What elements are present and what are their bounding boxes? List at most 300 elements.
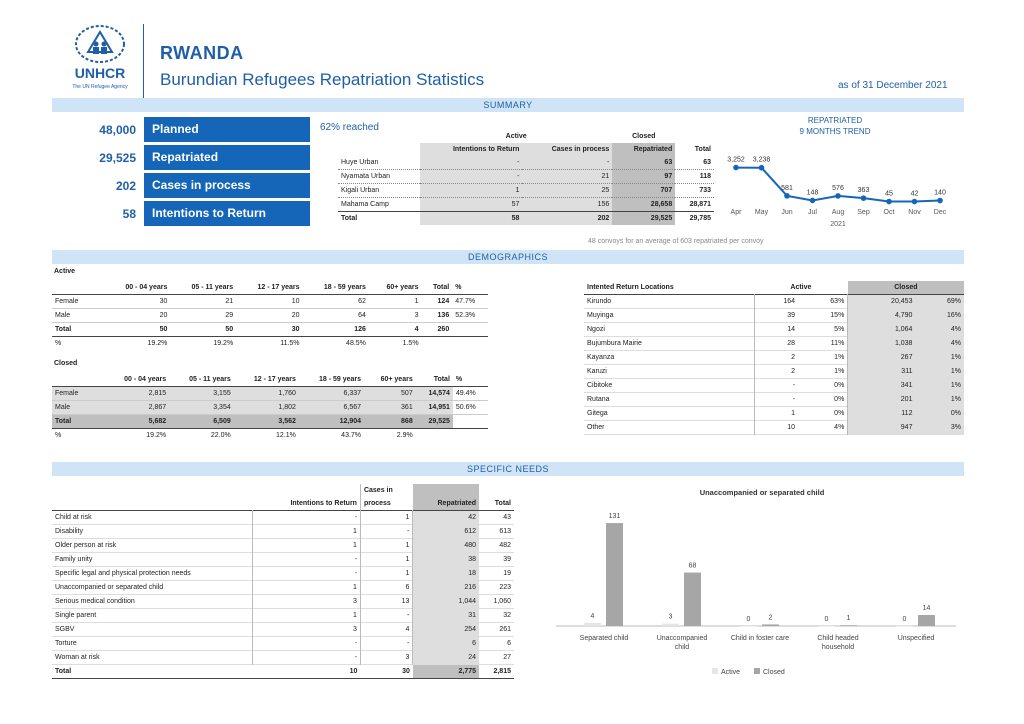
table-row <box>584 351 964 365</box>
cell: 201 <box>848 393 916 407</box>
unhcr-logo <box>60 22 140 92</box>
bar-active <box>662 624 679 626</box>
reached-percentage: 62% reached <box>320 122 379 133</box>
cell: - <box>252 651 360 665</box>
cell: 1 <box>360 567 412 581</box>
cell: 6 <box>507 640 511 647</box>
trend-x-tick: Nov <box>908 209 921 216</box>
col-header: Closed <box>848 281 964 295</box>
bar-value-label: 131 <box>608 513 621 521</box>
col-header: 05 - 11 years <box>191 284 234 291</box>
col-header: 12 - 17 years <box>257 284 300 291</box>
bar-category-label: child <box>674 644 690 651</box>
trend-data-label: 581 <box>781 184 793 192</box>
cell: 3 <box>252 623 360 637</box>
cell: Male <box>55 312 71 319</box>
cell: Muyinga <box>587 312 614 319</box>
cell: 223 <box>499 584 511 591</box>
cell: 126 <box>354 326 366 333</box>
bar-active <box>584 623 601 626</box>
bar-value-label: 0 <box>746 616 751 623</box>
trend-title-line1: REPATRIATED <box>807 116 863 125</box>
bar-closed <box>918 615 935 626</box>
bar-value-label: 68 <box>688 562 697 570</box>
table-group-header-row <box>338 130 714 143</box>
table-row <box>52 609 514 623</box>
trend-point <box>784 193 790 199</box>
cell: 1,760 <box>278 390 296 397</box>
trend-data-label: 45 <box>885 190 893 198</box>
cell: 64 <box>358 312 366 319</box>
cell: 29,785 <box>675 212 714 226</box>
cell: 267 <box>848 351 916 365</box>
cell: Female <box>55 298 79 305</box>
cell: 1 <box>360 553 412 567</box>
bar-value-label: 4 <box>590 612 595 620</box>
cell: Bujumbura Mairie <box>587 340 642 347</box>
cell: 1 <box>754 407 798 421</box>
kpi-planned <box>56 117 310 142</box>
trend-point <box>835 193 841 199</box>
cell: 39 <box>503 556 511 563</box>
cell <box>453 415 488 429</box>
cell: 6 <box>360 581 412 595</box>
table-header-row <box>52 373 488 387</box>
cell: Female <box>55 390 79 397</box>
cell: 29,525 <box>428 418 450 425</box>
table-total-row <box>52 665 514 679</box>
cell: 14,951 <box>428 404 450 411</box>
cell: Specific legal and physical protection needs <box>55 570 191 577</box>
cell: 124 <box>437 298 450 305</box>
cell: - <box>252 553 360 567</box>
cell: 16% <box>915 309 964 323</box>
table-row <box>338 198 714 212</box>
table-row <box>52 553 514 567</box>
cell: Ngozi <box>587 326 605 333</box>
bar-category-label: Unspecified <box>897 635 935 642</box>
cell: 18 <box>413 567 479 581</box>
table-row <box>52 511 514 525</box>
cell: 1% <box>834 354 845 361</box>
uasc-chart-title: Unaccompanied or separated child <box>699 488 825 497</box>
group-header-active: Active <box>505 133 527 140</box>
trend-data-label: 3,238 <box>752 156 771 164</box>
summary-section-header: SUMMARY <box>52 98 964 112</box>
cell: Huye Urban <box>338 156 420 170</box>
cell: 3 <box>414 312 419 319</box>
cell: - <box>360 609 412 623</box>
col-header: 60+ years <box>380 376 413 383</box>
cell: 39 <box>754 309 798 323</box>
trend-x-tick: Jul <box>808 209 817 216</box>
cell: 11.5% <box>280 340 300 347</box>
trend-x-tick: Sep <box>857 209 870 216</box>
bar-category-label: Child headed <box>817 635 859 642</box>
cell: Unaccompanied or separated child <box>55 584 164 591</box>
cell: % <box>55 432 62 439</box>
legend-label: Active <box>721 669 741 676</box>
summary-table <box>338 130 714 225</box>
cell: 10 <box>754 421 798 435</box>
cell: 3,155 <box>213 390 231 397</box>
kpi-cases-in-process <box>56 173 310 198</box>
cell: 14 <box>754 323 798 337</box>
cell: 1,802 <box>278 404 296 411</box>
table-row <box>338 156 714 170</box>
cell: 1 <box>252 525 360 539</box>
bar-value-label: 0 <box>824 616 829 623</box>
cell: 6 <box>413 637 479 651</box>
uasc-bar-chart <box>552 500 964 685</box>
cell: 3 <box>252 595 360 609</box>
cell: Child at risk <box>55 514 92 521</box>
cell: 507 <box>401 390 413 397</box>
bar-closed <box>840 625 857 626</box>
blank-cell <box>52 484 252 497</box>
specific-needs-table <box>52 484 514 679</box>
cell: 1 <box>360 511 412 525</box>
specific-needs-section-header: SPECIFIC NEEDS <box>52 462 964 476</box>
bar-value-label: 14 <box>922 605 931 612</box>
table-header-row <box>52 484 514 497</box>
col-header: 60+ years <box>386 284 419 291</box>
cell: Total <box>55 418 72 425</box>
convoys-note: 48 convoys for an average of 603 repatriated per convoy <box>588 238 764 245</box>
trend-title-line2: 9 MONTHS TREND <box>799 127 871 136</box>
trend-point <box>912 199 918 205</box>
table-row <box>52 567 514 581</box>
cell: 3 <box>360 651 412 665</box>
col-header: Total <box>694 146 711 153</box>
trend-title <box>770 115 900 137</box>
cell: 50 <box>225 326 234 333</box>
cell: - <box>252 637 360 651</box>
col-header: Repatriated <box>413 497 479 511</box>
table-row <box>52 595 514 609</box>
cell: 4% <box>915 323 964 337</box>
bar-active <box>740 626 757 627</box>
cell: 6,509 <box>213 418 231 425</box>
col-header: Active <box>790 284 812 291</box>
trend-data-label: 3,252 <box>727 156 745 164</box>
cell: 11% <box>830 340 845 347</box>
cell: 19.2% <box>146 432 167 439</box>
kpi-value: 29,525 <box>99 150 136 165</box>
cell: 1,064 <box>848 323 916 337</box>
cell: 28 <box>754 337 798 351</box>
cell: 1 <box>360 539 412 553</box>
trend-line-chart <box>722 142 962 232</box>
legend-label: Closed <box>763 669 785 676</box>
trend-x-tick: Jun <box>781 209 793 216</box>
cell: Other <box>587 424 605 431</box>
cell: 2,775 <box>413 665 479 679</box>
cell: Gitega <box>587 410 608 417</box>
cell: 2 <box>754 365 798 379</box>
kpi-value: 202 <box>115 178 136 193</box>
cell: Mahama Camp <box>338 198 420 212</box>
cell: Older person at risk <box>55 542 117 549</box>
cell: 25 <box>522 184 612 198</box>
cell: 1% <box>915 351 964 365</box>
cell: - <box>420 156 522 170</box>
table-row <box>584 337 964 351</box>
cell: 202 <box>522 212 612 226</box>
table-row <box>52 637 514 651</box>
kpi-label: Repatriated <box>144 145 310 170</box>
cell: 2.9% <box>396 432 413 439</box>
table-header-row <box>584 281 964 295</box>
cell: 6,567 <box>343 404 362 411</box>
cell: Disability <box>55 528 84 535</box>
cell: 3,354 <box>213 404 231 411</box>
cell: Total <box>55 326 72 333</box>
bar-value-label: 0 <box>902 616 907 623</box>
cell: 24 <box>413 651 479 665</box>
table-header-row <box>52 281 488 295</box>
bar-category-label: household <box>821 644 855 651</box>
cell <box>453 429 488 443</box>
col-header: 18 - 59 years <box>323 284 366 291</box>
col-header: % <box>455 376 463 383</box>
table-row <box>584 421 964 435</box>
cell: 12,904 <box>339 418 362 425</box>
bar-value-label: 2 <box>768 614 773 622</box>
cell: 69% <box>915 295 964 309</box>
cell: Woman at risk <box>55 654 100 661</box>
cell: 156 <box>522 198 612 212</box>
trend-data-label: 576 <box>832 184 844 192</box>
cell: 30 <box>402 668 410 675</box>
cell: 1% <box>915 365 964 379</box>
bar-value-label: 1 <box>846 615 851 623</box>
bar-closed <box>606 523 623 626</box>
table-row <box>584 309 964 323</box>
header-divider <box>143 24 144 102</box>
cell: 19 <box>503 570 511 577</box>
kpi-label: Intentions to Return <box>144 201 310 226</box>
cell: 19.2% <box>147 340 168 347</box>
cell: 1% <box>915 379 964 393</box>
cell: 1,060 <box>493 598 511 605</box>
kpi-label: Planned <box>144 117 310 142</box>
cell: 63% <box>830 298 845 305</box>
cell: Male <box>55 404 71 411</box>
demo-active-label: Active <box>54 268 76 275</box>
cell: 4% <box>915 337 964 351</box>
trend-point <box>733 165 739 171</box>
cell: 21 <box>225 298 234 305</box>
cell: 6,337 <box>343 390 362 397</box>
col-header: Intented Return Locations <box>587 284 674 291</box>
col-header: 00 - 04 years <box>125 284 168 291</box>
cell: Kirundo <box>587 298 612 305</box>
cell: 22.0% <box>210 432 231 439</box>
table-row <box>52 309 488 323</box>
demo-closed-label: Closed <box>54 360 78 367</box>
trend-data-label: 42 <box>910 190 919 198</box>
bar-closed <box>684 573 701 626</box>
cell: Cibitoke <box>587 382 613 389</box>
cell: 482 <box>499 542 511 549</box>
cell: SGBV <box>55 626 75 633</box>
cell: Karuzi <box>587 368 607 375</box>
cell: 49.4% <box>453 387 488 401</box>
cell: 2 <box>754 351 798 365</box>
logo-wordmark: UNHCR <box>74 65 126 81</box>
cell: 0% <box>834 410 845 417</box>
table-row <box>52 539 514 553</box>
cell: 0% <box>915 407 964 421</box>
cell: - <box>522 156 612 170</box>
trend-x-tick: Aug <box>831 209 845 216</box>
cell: 5,682 <box>148 418 167 425</box>
cell: 20 <box>159 312 168 319</box>
cell: 62 <box>358 298 366 305</box>
blank-cell <box>52 281 104 295</box>
col-header: Intentions to Return <box>290 500 357 507</box>
cell: 1 <box>252 539 360 553</box>
cell: 30 <box>159 298 168 305</box>
table-row <box>584 365 964 379</box>
cell: 0% <box>834 396 845 403</box>
bar-active <box>818 626 835 627</box>
cell: 118 <box>675 170 714 184</box>
table-row <box>52 525 514 539</box>
table-header-row <box>52 497 514 511</box>
kpi-panel <box>56 117 310 226</box>
table-row <box>52 401 488 415</box>
cell: 20,453 <box>848 295 916 309</box>
cell: 216 <box>413 581 479 595</box>
col-header: 18 - 59 years <box>318 376 362 383</box>
cell: 10 <box>291 298 300 305</box>
table-row <box>338 170 714 184</box>
cell: Nyamata Urban <box>338 170 420 184</box>
cell: 164 <box>754 295 798 309</box>
cell: 1% <box>915 393 964 407</box>
trend-x-axis-label: 2021 <box>830 221 846 228</box>
cell: 1 <box>252 609 360 623</box>
cell: - <box>360 525 412 539</box>
cell: 1 <box>414 298 419 305</box>
cell: 361 <box>401 404 413 411</box>
cell: 112 <box>848 407 916 421</box>
cell: 4,790 <box>848 309 916 323</box>
kpi-intentions <box>56 201 310 226</box>
col-header: 05 - 11 years <box>189 376 231 383</box>
table-row <box>52 651 514 665</box>
cell: 5% <box>834 326 845 333</box>
cell: 0% <box>834 382 845 389</box>
cell: 3,562 <box>278 418 296 425</box>
table-row <box>584 407 964 421</box>
table-row <box>52 581 514 595</box>
col-header: 00 - 04 years <box>124 376 167 383</box>
bar-closed <box>762 624 779 626</box>
cell: 42 <box>413 511 479 525</box>
col-header: Total <box>433 284 450 291</box>
cell: 19.2% <box>213 340 234 347</box>
blank-cell <box>413 484 479 497</box>
cell: 1,038 <box>848 337 916 351</box>
cell: 1 <box>252 581 360 595</box>
table-row <box>584 295 964 309</box>
blank-cell <box>52 373 104 387</box>
cell: Single parent <box>55 612 97 619</box>
cell: 28,871 <box>675 198 714 212</box>
bar-category-label: Separated child <box>579 635 629 642</box>
legend-swatch <box>754 668 760 674</box>
kpi-value: 58 <box>122 206 136 221</box>
cell: 48.5% <box>346 340 366 347</box>
cell: 1.5% <box>402 340 419 347</box>
table-row <box>52 295 488 309</box>
logo-tagline: The UN Refugee Agency <box>72 84 128 90</box>
cell: 260 <box>437 326 450 333</box>
trend-point <box>810 198 816 204</box>
col-header: Repatriated <box>612 143 675 156</box>
cell: 43.7% <box>341 432 362 439</box>
trend-data-label: 363 <box>857 187 870 195</box>
cell: 29 <box>225 312 234 319</box>
table-total-row <box>338 212 714 226</box>
cell: 28,658 <box>612 198 675 212</box>
cell: 3% <box>915 421 964 435</box>
cell: 261 <box>499 626 511 633</box>
cell: 1,044 <box>413 595 479 609</box>
cell: - <box>252 511 360 525</box>
trend-x-tick: Apr <box>730 209 742 216</box>
cell: Torture <box>55 640 77 647</box>
cell: 4% <box>834 424 845 431</box>
cell: 43 <box>503 514 511 521</box>
as-of-date: as of 31 December 2021 <box>838 80 948 91</box>
cell: 2,815 <box>148 390 167 397</box>
table-row <box>52 623 514 637</box>
cell: 50 <box>159 326 168 333</box>
table-pct-row <box>52 429 488 443</box>
table-pct-row <box>52 337 488 351</box>
cell: 341 <box>848 379 916 393</box>
cell: 57 <box>420 198 522 212</box>
table-row <box>338 184 714 198</box>
bar-active <box>896 626 913 627</box>
cell: 52.3% <box>455 312 476 319</box>
cell <box>452 337 488 351</box>
cell: Rutana <box>587 396 610 403</box>
table-row <box>584 323 964 337</box>
trend-x-tick: Dec <box>933 209 947 216</box>
trend-data-label: 140 <box>934 189 946 197</box>
demo-closed-table <box>52 373 488 442</box>
cell: 97 <box>612 170 675 184</box>
col-header: Intentions to Return <box>420 143 522 156</box>
trend-point <box>886 199 892 205</box>
cell: 254 <box>413 623 479 637</box>
cell: 15% <box>830 312 845 319</box>
cell: 1 <box>420 184 522 198</box>
cell: 31 <box>413 609 479 623</box>
cell: - <box>754 379 798 393</box>
return-locations-table <box>584 281 964 435</box>
cell: 868 <box>401 418 413 425</box>
cell: - <box>420 170 522 184</box>
blank-cell <box>252 484 360 497</box>
cell: 32 <box>503 612 511 619</box>
trend-point <box>861 195 867 201</box>
